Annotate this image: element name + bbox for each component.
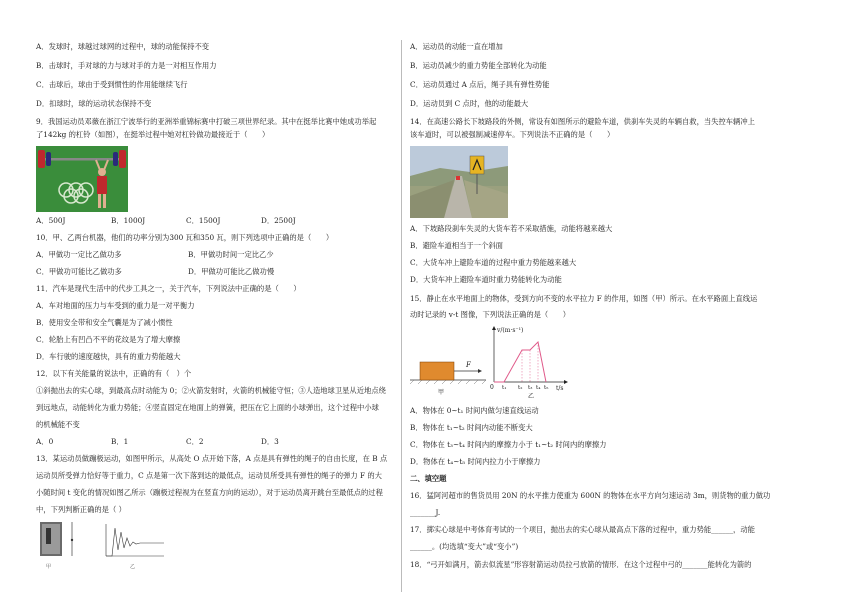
q17-line2: ______。(均选填“变大”或“变小”): [410, 542, 519, 551]
q8-option-c: C．击球后，球由于受到惯性的作用能继续飞行: [36, 80, 188, 89]
q11-option-c: C．轮胎上有凹凸不平的花纹是为了增大摩擦: [36, 335, 181, 344]
q12-option-c: C．2: [186, 437, 204, 446]
q18-line1: 18．“弓开如满月，箭去似流星”形容射箭运动员拉弓放箭的情形．在这个过程中弓的_______能转化为箭的: [410, 560, 752, 569]
bungee-figures: [36, 520, 171, 570]
q13-option-a: A．运动员的动能一直在增加: [410, 42, 503, 51]
q16-line1: 16．猛阿河超市的售货员用 20N 的水平推力使重为 600N 的物体在水平方向匀速运动 3m，则货物的重力做功: [410, 491, 771, 500]
q15-figure: [410, 324, 570, 400]
q9-options: [36, 216, 336, 226]
q13-line2: 运动员所受弹力恰好等于重力，C 点是第一次下落到达的最低点，运动员所受具有弹性的绳子的弹力 F 的大: [36, 471, 382, 480]
tick-t3: t₃: [528, 385, 533, 391]
q8-option-b: B．击球时，手对球的力与球对手的力是一对相互作用力: [36, 61, 217, 70]
q8-option-d: D．扣球时，球的运动状态保持不变: [36, 99, 152, 108]
tick-t2: t₂: [518, 385, 523, 391]
q13-line4: 中，下列判断正确的是（ ）: [36, 505, 126, 514]
q14-option-d: D．大货车冲上避险车道时重力势能转化为动能: [410, 275, 562, 284]
q12-option-a: A．0: [36, 437, 54, 446]
q11-stem: 11．汽车是现代生活中的代步工具之一，关于汽车，下列说法中正确的是（ ）: [36, 284, 301, 293]
q9-stem-line2: 了142kg 的杠铃（如图），在挺举过程中她对杠铃做功最接近于（ ）: [36, 130, 270, 139]
q10-stem: 10．甲、乙两台机器，他们的功率分别为300 瓦和350 瓦，则下列选项中正确的是（ ）: [36, 233, 334, 242]
q12-stem: 12．以下有关能量的说法中，正确的有（ ）个: [36, 369, 192, 378]
q9-option-a: A．500J: [36, 216, 66, 225]
tick-t4: t₄: [536, 385, 541, 391]
column-divider: [401, 40, 402, 592]
q16-line2: _______J.: [410, 508, 441, 517]
weightlifter-photo: [36, 146, 128, 212]
escape-ramp-photo: [410, 146, 508, 218]
q10-option-d: D．甲做功可能比乙做功慢: [188, 267, 275, 276]
q15-stem-line2: 动时记录的 v-t 图像，下列说法正确的是（ ）: [410, 310, 571, 319]
q15-option-c: C．物体在 t₃~t₄ 时间内的摩擦力小于 t₁~t₂ 时间内的摩擦力: [410, 440, 607, 449]
q12-line3: 的机械能不变: [36, 420, 80, 429]
q12-line1: ①斜抛出去的实心球，到最高点时动能为 0；②火箭发射时，火箭的机械能守恒；③人造地球卫星从近地点绕: [36, 386, 386, 395]
q9-stem-line1: 9．我国运动员邓薇在浙江宁波举行的亚洲举重锦标赛中打破三项世界纪录。其中在挺举比赛中她成功举起: [36, 117, 377, 126]
fig-label-jia: 甲: [46, 564, 52, 570]
q11-option-a: A．车对地面的压力与车受到的重力是一对平衡力: [36, 301, 195, 310]
q10-options-row2: [36, 267, 340, 277]
q14-stem-line2: 该车道时，可以被强制减速停车。下列说法不正确的是（ ）: [410, 130, 615, 139]
q10-option-a: A．甲做功一定比乙做功多: [36, 250, 122, 259]
q11-option-d: D．车行驶的速度越快，具有的重力势能越大: [36, 352, 181, 361]
tick-t5: t₅: [544, 385, 549, 391]
q11-option-b: B．使用安全带和安全气囊是为了减小惯性: [36, 318, 173, 327]
q14-option-c: C．大货车冲上避险车道的过程中重力势能越来越大: [410, 258, 577, 267]
fig-label-yi: 乙: [130, 564, 136, 570]
q15-option-b: B．物体在 t₁~t₂ 时间内动能不断变大: [410, 423, 533, 432]
q14-stem-line1: 14．在高速公路长下坡路段的外侧，常设有如图所示的避险车道，供刹车失灵的车辆自救，当失控车辆冲上: [410, 117, 755, 126]
q9-option-b: B．1000J: [111, 216, 146, 225]
axis-v-label: v/(m·s⁻¹): [497, 327, 524, 334]
q8-option-a: A．发球时，球越过球网的过程中，球的动能保持不变: [36, 42, 210, 51]
q14-option-b: B．避险车道相当于一个斜面: [410, 241, 503, 250]
q12-option-d: D．3: [261, 437, 279, 446]
q9-option-d: D．2500J: [261, 216, 296, 225]
q12-option-b: B．1: [111, 437, 129, 446]
q10-option-b: B．甲做功时间一定比乙少: [188, 250, 274, 259]
fig-label-yi-right: 乙: [528, 393, 535, 400]
q13-line1: 13．某运动员做蹦极运动，如图甲所示，从高处 O 点开始下落，A 点是具有弹性的绳子的自由长度，在 B 点: [36, 454, 388, 463]
q13-option-d: D．运动员到 C 点时，他的动能最大: [410, 99, 529, 108]
section-fill-in-heading: 二、填空题: [410, 474, 447, 483]
origin-label: 0: [490, 384, 494, 391]
q12-options: [36, 437, 336, 447]
q13-option-c: C．运动员通过 A 点后，绳子具有弹性势能: [410, 80, 550, 89]
q15-stem-line1: 15．静止在水平地面上的物体，受到方向不变的水平拉力 F 的作用，如图（甲）所示。在水平路面上直线运: [410, 294, 758, 303]
q10-options-row1: [36, 250, 340, 260]
q15-option-d: D．物体在 t₄~t₅ 时间内拉力小于摩擦力: [410, 457, 541, 466]
q9-option-c: C．1500J: [186, 216, 221, 225]
q10-option-c: C．甲做功可能比乙做功多: [36, 267, 122, 276]
q13-option-b: B．运动员减少的重力势能全部转化为动能: [410, 61, 547, 70]
q14-option-a: A．下坡路段刹车失灵的大货车若不采取措施，动能将越来越大: [410, 224, 613, 233]
axis-t-label: t/s: [556, 385, 564, 392]
fig-label-jia-right: 甲: [438, 389, 445, 396]
force-label: F: [466, 361, 471, 369]
q12-line2: 到远地点，动能转化为重力势能；④竖直固定在地面上的弹簧，把压在它上面的小球弹出，这个过程中小球: [36, 403, 379, 412]
tick-t1: t₁: [502, 385, 507, 391]
q15-option-a: A．物体在 0~t₁ 时间内做匀速直线运动: [410, 406, 539, 415]
q13-line3: 小随时间 t 变化的情况如图乙所示（蹦极过程视为在竖直方向的运动），对于运动员离开跳台至最低点的过程: [36, 488, 383, 497]
q17-line1: 17．掷实心球是中考体育考试的一个项目，抛出去的实心球从最高点下落的过程中，重力势能______，动能: [410, 525, 755, 534]
